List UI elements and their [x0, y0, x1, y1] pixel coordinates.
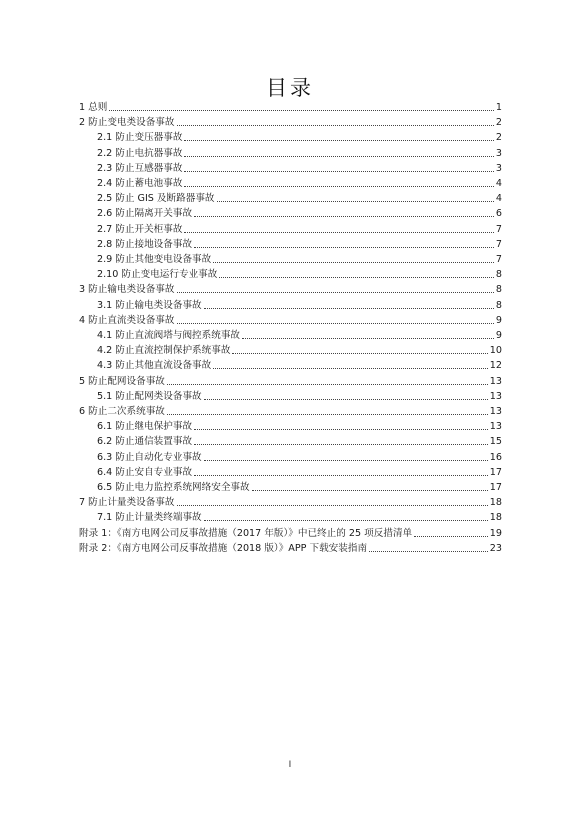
- toc-entry-page: 17: [489, 482, 502, 493]
- toc-entry-label: 2.2 防止电抗器事故: [97, 147, 183, 159]
- toc-entry-page: 12: [489, 360, 502, 372]
- toc-entry-page: 23: [489, 542, 502, 554]
- toc-leader-dots: [369, 551, 488, 552]
- toc-leader-dots: [232, 353, 487, 354]
- toc-entry-label: 6.2 防止通信装置事故: [97, 436, 193, 448]
- toc-entry[interactable]: [97, 357, 502, 372]
- toc-entry-label: 6.4 防止安自专业事故: [97, 466, 193, 478]
- toc-entry[interactable]: [97, 266, 502, 281]
- toc-entry-page: 13: [489, 375, 502, 387]
- toc-leader-dots: [194, 247, 494, 248]
- toc-entry-label: 1 总则: [79, 102, 108, 113]
- toc-entry[interactable]: [79, 494, 502, 509]
- toc-entry[interactable]: [97, 433, 502, 448]
- toc-leader-dots: [184, 140, 493, 141]
- toc-leader-dots: [217, 201, 494, 202]
- toc-entry[interactable]: [79, 114, 502, 129]
- toc-entry[interactable]: [79, 99, 502, 114]
- toc-entry-label: 附录 2：《南方电网公司反事故措施（2018 版）》APP 下载安装指南: [79, 542, 368, 554]
- toc-entry-page: 9: [495, 330, 502, 341]
- toc-entry[interactable]: [79, 281, 502, 296]
- toc-entry[interactable]: [97, 418, 502, 433]
- toc-entry[interactable]: [97, 205, 502, 220]
- toc-entry-page: 15: [489, 436, 502, 448]
- toc-entry-page: 13: [489, 406, 502, 417]
- toc-entry-page: 7: [495, 238, 502, 250]
- toc-entry-page: 4: [495, 178, 502, 189]
- toc-entry-page: 17: [489, 466, 502, 478]
- toc-leader-dots: [194, 444, 488, 445]
- toc-entry-label: 2.3 防止互感器事故: [97, 162, 183, 174]
- toc-entry-page: 8: [495, 284, 502, 296]
- toc-entry-page: 8: [495, 299, 502, 311]
- toc-entry-page: 19: [489, 527, 502, 539]
- toc-entry-label: 4 防止直流类设备事故: [79, 314, 175, 326]
- page-number: I: [288, 760, 292, 770]
- toc-entry-label: 2.5 防止 GIS 及断路器事故: [97, 193, 215, 205]
- toc-appendix-entry[interactable]: [79, 525, 502, 540]
- toc-entry[interactable]: [97, 449, 502, 464]
- toc-entry-label: 3.1 防止输电类设备事故: [97, 299, 202, 311]
- toc-entry[interactable]: [97, 175, 502, 190]
- toc-leader-dots: [194, 475, 488, 476]
- toc-entry-label: 2.10 防止变电运行专业事故: [97, 269, 218, 281]
- toc-entry-page: 2: [495, 132, 502, 144]
- toc-entry-label: 2.9 防止其他变电设备事故: [97, 254, 212, 265]
- toc-entry[interactable]: [97, 129, 502, 144]
- page-title: 目录: [266, 76, 314, 100]
- toc-leader-dots: [204, 460, 488, 461]
- toc-appendix-entry[interactable]: [79, 540, 502, 555]
- toc-leader-dots: [204, 308, 494, 309]
- toc-entry-label: 2.6 防止隔离开关事故: [97, 208, 193, 220]
- toc-entry-label: 4.2 防止直流控制保护系统事故: [97, 345, 231, 357]
- toc-leader-dots: [184, 171, 493, 172]
- toc-entry-page: 6: [495, 208, 502, 220]
- toc-entry[interactable]: [97, 251, 502, 266]
- toc-entry-label: 2 防止变电类设备事故: [79, 117, 175, 129]
- toc-leader-dots: [213, 368, 488, 369]
- toc-leader-dots: [177, 323, 494, 324]
- toc-entry[interactable]: [79, 403, 502, 418]
- toc-entry[interactable]: [79, 373, 502, 388]
- toc-entry-label: 6.1 防止继电保护事故: [97, 421, 193, 433]
- toc-entry-label: 6 防止二次系统事故: [79, 406, 165, 417]
- toc-leader-dots: [194, 429, 488, 430]
- toc-leader-dots: [242, 338, 494, 339]
- toc-leader-dots: [184, 232, 493, 233]
- toc-entry[interactable]: [97, 479, 502, 494]
- toc-entry-page: 7: [495, 254, 502, 265]
- toc-entry-page: 3: [495, 147, 502, 159]
- toc-entry-label: 5 防止配网设备事故: [79, 375, 165, 387]
- toc-leader-dots: [194, 216, 494, 217]
- toc-entry-label: 3 防止输电类设备事故: [79, 284, 175, 296]
- toc-entry-label: 4.1 防止直流阀塔与阀控系统事故: [97, 330, 241, 341]
- toc-entry[interactable]: [79, 312, 502, 327]
- toc-leader-dots: [167, 384, 488, 385]
- toc-entry[interactable]: [97, 297, 502, 312]
- toc-entry-label: 7.1 防止计量类终端事故: [97, 512, 202, 524]
- toc-entry-page: 18: [489, 497, 502, 509]
- toc-leader-dots: [219, 277, 494, 278]
- toc-entry-label: 6.3 防止自动化专业事故: [97, 451, 202, 463]
- toc-entry-page: 18: [489, 512, 502, 524]
- toc-entry[interactable]: [97, 388, 502, 403]
- toc-leader-dots: [184, 186, 493, 187]
- toc-leader-dots: [177, 292, 494, 293]
- toc-entry[interactable]: [97, 327, 502, 342]
- toc-entry-label: 2.8 防止接地设备事故: [97, 238, 193, 250]
- toc-leader-dots: [213, 262, 494, 263]
- toc-entry[interactable]: [97, 190, 502, 205]
- toc-entry-page: 16: [489, 451, 502, 463]
- toc-entry-page: 9: [495, 314, 502, 326]
- toc-entry-page: 4: [495, 193, 502, 205]
- toc-entry-page: 2: [495, 117, 502, 129]
- toc-entry-page: 13: [489, 421, 502, 433]
- toc-entry-label: 2.1 防止变压器事故: [97, 132, 183, 144]
- toc-entry-page: 7: [495, 223, 502, 235]
- toc-leader-dots: [109, 110, 494, 111]
- toc-leader-dots: [177, 505, 488, 506]
- toc-entry[interactable]: [97, 236, 502, 251]
- toc-entry-page: 8: [495, 269, 502, 281]
- toc-entry-label: 附录 1：《南方电网公司反事故措施（2017 年版）》中已终止的 25 项反措清单: [79, 527, 413, 539]
- toc-leader-dots: [252, 490, 488, 491]
- toc-entry[interactable]: [97, 509, 502, 524]
- toc-entry-page: 1: [495, 102, 502, 113]
- toc-leader-dots: [204, 520, 488, 521]
- toc-entry-label: 4.3 防止其他直流设备事故: [97, 360, 212, 372]
- toc-entry[interactable]: [97, 160, 502, 175]
- toc-entry[interactable]: [97, 221, 502, 236]
- toc-entry-label: 7 防止计量类设备事故: [79, 497, 175, 509]
- toc-entry[interactable]: [97, 464, 502, 479]
- toc-entry[interactable]: [97, 342, 502, 357]
- toc-entry-page: 13: [489, 390, 502, 402]
- toc-entry-label: 6.5 防止电力监控系统网络安全事故: [97, 482, 250, 493]
- toc-leader-dots: [204, 399, 488, 400]
- toc-leader-dots: [167, 414, 488, 415]
- toc-entry-label: 2.4 防止蓄电池事故: [97, 178, 183, 189]
- toc-leader-dots: [414, 536, 488, 537]
- toc-entry-label: 5.1 防止配网类设备事故: [97, 390, 202, 402]
- toc-leader-dots: [184, 156, 493, 157]
- toc-entry-label: 2.7 防止开关柜事故: [97, 223, 183, 235]
- toc-entry[interactable]: [97, 145, 502, 160]
- toc-entry-page: 10: [489, 345, 502, 357]
- toc-leader-dots: [177, 125, 494, 126]
- toc-entry-page: 3: [495, 162, 502, 174]
